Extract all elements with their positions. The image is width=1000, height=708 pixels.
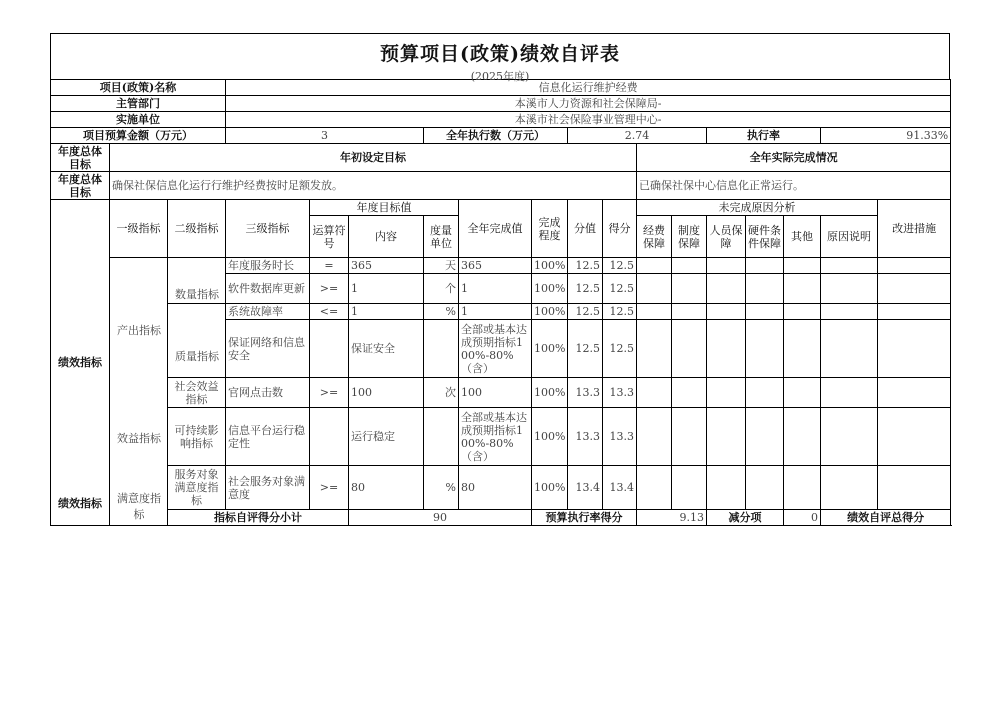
empty-cell	[878, 274, 951, 304]
indicator-score: 13.4	[603, 466, 637, 510]
row-goal-header	[51, 144, 951, 172]
indicator-actual: 1	[459, 304, 532, 320]
empty-cell	[784, 408, 821, 466]
empty-cell	[707, 466, 746, 510]
unit-label: 实施单位	[51, 112, 226, 128]
empty-cell	[707, 320, 746, 378]
empty-cell	[637, 378, 672, 408]
table-row	[51, 408, 951, 466]
indicator-content: 80	[349, 466, 424, 510]
sustain-label: 可持续影响指标	[168, 408, 226, 466]
indicator-score: 12.5	[603, 274, 637, 304]
empty-cell	[746, 378, 784, 408]
empty-cell	[637, 258, 672, 274]
empty-cell	[637, 466, 672, 510]
content-header: 内容	[349, 216, 424, 258]
empty-cell	[672, 466, 707, 510]
unit-value: 本溪市社会保险事业管理中心-	[226, 112, 951, 128]
indicator-score: 12.5	[603, 304, 637, 320]
indicator-content: 365	[349, 258, 424, 274]
empty-cell	[878, 258, 951, 274]
indicator-op: <=	[310, 304, 349, 320]
score-value-header: 分值	[568, 200, 603, 258]
empty-cell	[821, 304, 878, 320]
indicator-unit	[424, 408, 459, 466]
budget-score-label: 预算执行率得分	[532, 510, 637, 526]
service-obj-label: 服务对象满意度指标	[168, 466, 226, 510]
empty-level2-cell	[168, 304, 226, 378]
table-row	[51, 258, 951, 274]
indicator-name: 信息平台运行稳定性	[226, 408, 310, 466]
indicator-actual: 365	[459, 258, 532, 274]
empty-cell	[637, 320, 672, 378]
indicator-score: 12.5	[603, 258, 637, 274]
empty-cell	[746, 320, 784, 378]
subtotal-label: 指标自评得分小计	[168, 510, 349, 526]
budget-score-value: 9.13	[637, 510, 707, 526]
indicator-actual: 全部或基本达成预期指标100%-80%（含）	[459, 408, 532, 466]
perf-label: 绩效指标	[51, 200, 110, 526]
rate-value: 91.33%	[821, 128, 951, 144]
reason-hardware-header: 硬件条件保障	[746, 216, 784, 258]
deduction-label: 减分项	[707, 510, 784, 526]
indicator-unit	[424, 320, 459, 378]
empty-cell	[707, 258, 746, 274]
row-unit	[51, 112, 951, 128]
row-summary	[51, 510, 951, 526]
improve-header: 改进措施	[878, 200, 951, 258]
perf-label-2: 绩效指标	[51, 496, 109, 510]
empty-cell	[821, 274, 878, 304]
actual-header: 全年实际完成情况	[637, 144, 951, 172]
satisfaction-group-label: 满意度指标	[112, 490, 166, 516]
indicator-actual: 100	[459, 378, 532, 408]
indicator-completion: 100%	[532, 466, 568, 510]
evaluation-sheet	[50, 33, 950, 526]
row-department	[51, 96, 951, 112]
empty-cell	[707, 378, 746, 408]
indicator-name: 年度服务时长	[226, 258, 310, 274]
row-header-1	[51, 200, 951, 216]
empty-cell	[784, 378, 821, 408]
indicator-name: 社会服务对象满意度	[226, 466, 310, 510]
empty-cell	[672, 320, 707, 378]
indicator-value: 13.3	[568, 378, 603, 408]
indicator-unit: %	[424, 466, 459, 510]
empty-cell	[821, 408, 878, 466]
indicator-actual: 全部或基本达成预期指标100%-80%（含）	[459, 320, 532, 378]
department-label: 主管部门	[51, 96, 226, 112]
indicator-completion: 100%	[532, 274, 568, 304]
indicator-value: 13.3	[568, 408, 603, 466]
empty-cell	[746, 274, 784, 304]
indicator-op: >=	[310, 274, 349, 304]
indicator-op	[310, 408, 349, 466]
indicator-unit: 个	[424, 274, 459, 304]
empty-cell	[672, 258, 707, 274]
project-name-value: 信息化运行维护经费	[226, 80, 951, 96]
unit-header: 度量单位	[424, 216, 459, 258]
row-budget	[51, 128, 951, 144]
empty-cell	[878, 408, 951, 466]
empty-cell	[784, 304, 821, 320]
level1-header: 一级指标	[110, 200, 168, 258]
indicator-content: 运行稳定	[349, 408, 424, 466]
empty-cell	[707, 274, 746, 304]
evaluation-table	[50, 79, 951, 526]
annual-goal-label-2: 年度总体目标	[51, 172, 110, 200]
indicator-name: 官网点击数	[226, 378, 310, 408]
indicator-op: >=	[310, 466, 349, 510]
empty-cell	[821, 258, 878, 274]
empty-cell	[746, 304, 784, 320]
social-benefit-label: 社会效益指标	[168, 378, 226, 408]
page-subtitle: (2025年度)	[470, 70, 530, 83]
empty-cell	[707, 408, 746, 466]
budget-label: 项目预算金额（万元）	[51, 128, 226, 144]
empty-cell	[878, 320, 951, 378]
table-row	[51, 304, 951, 320]
empty-cell	[878, 466, 951, 510]
unfinished-header: 未完成原因分析	[637, 200, 878, 216]
total-label: 绩效自评总得分	[821, 510, 951, 526]
empty-cell	[637, 274, 672, 304]
initial-goal-text: 确保社保信息化运行行维护经费按时足额发放。	[110, 172, 637, 200]
reason-system-header: 制度保障	[672, 216, 707, 258]
indicator-value: 12.5	[568, 304, 603, 320]
reason-staff-header: 人员保障	[707, 216, 746, 258]
indicator-content: 1	[349, 274, 424, 304]
indicator-value: 12.5	[568, 274, 603, 304]
empty-cell	[746, 258, 784, 274]
indicator-unit: %	[424, 304, 459, 320]
indicator-name: 保证网络和信息安全	[226, 320, 310, 378]
annual-goal-label: 年度总体目标	[51, 144, 110, 172]
empty-cell	[637, 304, 672, 320]
empty-cell	[784, 274, 821, 304]
empty-cell	[784, 320, 821, 378]
level3-header: 三级指标	[226, 200, 310, 258]
indicator-name: 系统故障率	[226, 304, 310, 320]
project-name-label: 项目(政策)名称	[51, 80, 226, 96]
indicator-completion: 100%	[532, 320, 568, 378]
indicator-content: 100	[349, 378, 424, 408]
indicator-score: 13.3	[603, 378, 637, 408]
empty-cell	[707, 304, 746, 320]
rate-label: 执行率	[707, 128, 821, 144]
empty-cell	[821, 466, 878, 510]
page-title: 预算项目(政策)绩效自评表	[380, 43, 620, 65]
indicator-completion: 100%	[532, 258, 568, 274]
subtotal-value: 90	[349, 510, 532, 526]
indicator-actual: 80	[459, 466, 532, 510]
executed-label: 全年执行数（万元）	[424, 128, 568, 144]
empty-cell	[672, 304, 707, 320]
empty-cell	[821, 320, 878, 378]
reason-other-header: 其他	[784, 216, 821, 258]
indicator-op	[310, 320, 349, 378]
department-value: 本溪市人力资源和社会保障局-	[226, 96, 951, 112]
empty-cell	[784, 258, 821, 274]
output-group-label: 产出指标	[112, 322, 166, 338]
reason-funding-header: 经费保障	[637, 216, 672, 258]
indicator-actual: 1	[459, 274, 532, 304]
indicator-unit: 次	[424, 378, 459, 408]
indicator-score: 13.3	[603, 408, 637, 466]
completion-header: 完成程度	[532, 200, 568, 258]
indicator-unit: 天	[424, 258, 459, 274]
empty-cell	[878, 304, 951, 320]
indicator-completion: 100%	[532, 304, 568, 320]
actual-header-col: 全年完成值	[459, 200, 532, 258]
empty-cell	[672, 274, 707, 304]
annual-target-header: 年度目标值	[310, 200, 459, 216]
reason-desc-header: 原因说明	[821, 216, 878, 258]
indicator-value: 12.5	[568, 320, 603, 378]
indicator-content: 保证安全	[349, 320, 424, 378]
indicator-score: 12.5	[603, 320, 637, 378]
level2-header: 二级指标	[168, 200, 226, 258]
empty-cell	[746, 466, 784, 510]
table-row	[51, 378, 951, 408]
initial-goal-header: 年初设定目标	[110, 144, 637, 172]
empty-cell	[637, 408, 672, 466]
empty-cell	[821, 378, 878, 408]
empty-cell	[746, 408, 784, 466]
empty-cell	[784, 466, 821, 510]
quality-group-label: 质量指标	[170, 348, 224, 364]
score-header: 得分	[603, 200, 637, 258]
operator-header: 运算符号	[310, 216, 349, 258]
indicator-name: 软件数据库更新	[226, 274, 310, 304]
row-goal-text	[51, 172, 951, 200]
indicator-value: 13.4	[568, 466, 603, 510]
empty-level1-cell	[110, 258, 168, 526]
budget-value: 3	[226, 128, 424, 144]
benefit-group-label: 效益指标	[112, 430, 166, 446]
quantity-group-label: 数量指标	[170, 286, 224, 302]
indicator-content: 1	[349, 304, 424, 320]
table-row	[51, 466, 951, 510]
empty-cell	[878, 378, 951, 408]
indicator-completion: 100%	[532, 408, 568, 466]
indicator-op: >=	[310, 378, 349, 408]
indicator-completion: 100%	[532, 378, 568, 408]
executed-value: 2.74	[568, 128, 707, 144]
empty-cell	[672, 378, 707, 408]
deduction-value: 0	[784, 510, 821, 526]
indicator-op: =	[310, 258, 349, 274]
actual-text: 已确保社保中心信息化正常运行。	[637, 172, 951, 200]
indicator-value: 12.5	[568, 258, 603, 274]
title-box	[50, 33, 950, 83]
empty-cell	[672, 408, 707, 466]
